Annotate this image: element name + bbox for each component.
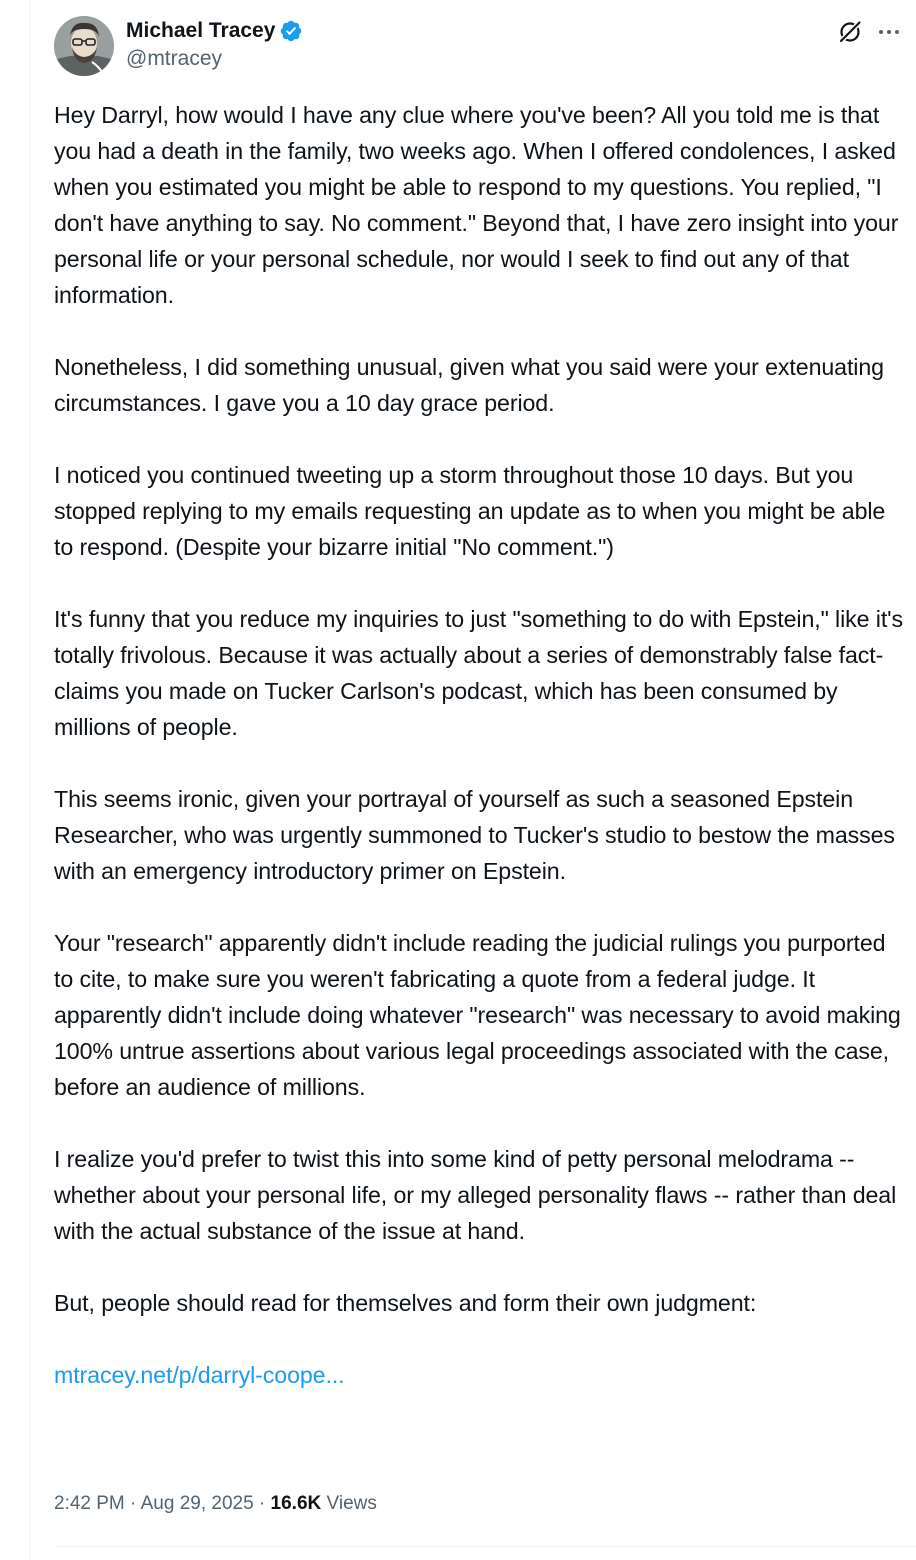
divider [54,1546,916,1547]
article-link[interactable]: mtracey.net/p/darryl-coope... [54,1362,345,1388]
views-count[interactable]: 16.6K [270,1493,322,1514]
tweet-text [54,97,904,1393]
tweet-paragraph: It's funny that you reduce my inquiries to just "something to do with Epstein," like it's totally frivolous. Because it was actually about a series of demonstrably false fact-claims you made on Tucker Carlson's podcast, which has been consumed by millions of people. [54,606,904,740]
author-info [126,16,303,71]
handle[interactable]: @mtracey [126,47,222,70]
tweet-paragraph: Hey Darryl, how would I have any clue where you've been? All you told me is that you had a death in the family, two weeks ago. When I offered condolences, I asked when you estimated you might be able to respond to my questions. You replied, "I don't have anything to say. No comment." Beyond that, I have zero insight into your personal life or your personal schedule, nor would I seek to find out any of that information. [54,102,899,308]
grok-icon[interactable] [836,18,864,46]
tweet-paragraph: This seems ironic, given your portrayal of yourself as such a seasoned Epstein Researcher, who was urgently summoned to Tucker's studio to bestow the masses with an emergency introductory primer on Epstein. [54,786,895,884]
tweet-paragraph: Your "research" apparently didn't include reading the judicial rulings you purported to cite, to make sure you weren't fabricating a quote from a federal judge. It apparently didn't include doing whatever "research" was necessary to avoid making 100% untrue assertions about various legal proceedings associated with the case, before an audience of millions. [54,930,901,1100]
timestamp-date[interactable]: Aug 29, 2025 [140,1493,254,1514]
tweet-paragraph: But, people should read for themselves and form their own judgment: [54,1290,757,1316]
name-row [126,16,303,46]
tweet-paragraph: Nonetheless, I did something unusual, given what you said were your extenuating circumstances. I gave you a 10 day grace period. [54,354,884,416]
meta-separator: · [124,1493,141,1514]
tweet-meta [54,1488,377,1520]
link-paragraph [54,1357,904,1393]
timestamp-time[interactable]: 2:42 PM [54,1493,125,1514]
left-border [29,0,30,1560]
verified-badge-icon[interactable] [279,19,303,43]
views-label: Views [326,1493,377,1514]
display-name[interactable]: Michael Tracey [126,19,276,42]
avatar[interactable] [54,16,114,76]
tweet-paragraph: I realize you'd prefer to twist this into some kind of petty personal melodrama -- whether about your personal life, or my alleged personality flaws -- rather than deal with the actual substance of the issue at hand. [54,1146,897,1244]
meta-separator: · [253,1493,271,1514]
more-icon[interactable] [874,18,904,46]
tweet-paragraph: I noticed you continued tweeting up a storm throughout those 10 days. But you stopped replying to my emails requesting an update as to when you might be able to respond. (Despite your bizarre initial "No comment.") [54,462,886,560]
avatar-image [54,16,114,76]
